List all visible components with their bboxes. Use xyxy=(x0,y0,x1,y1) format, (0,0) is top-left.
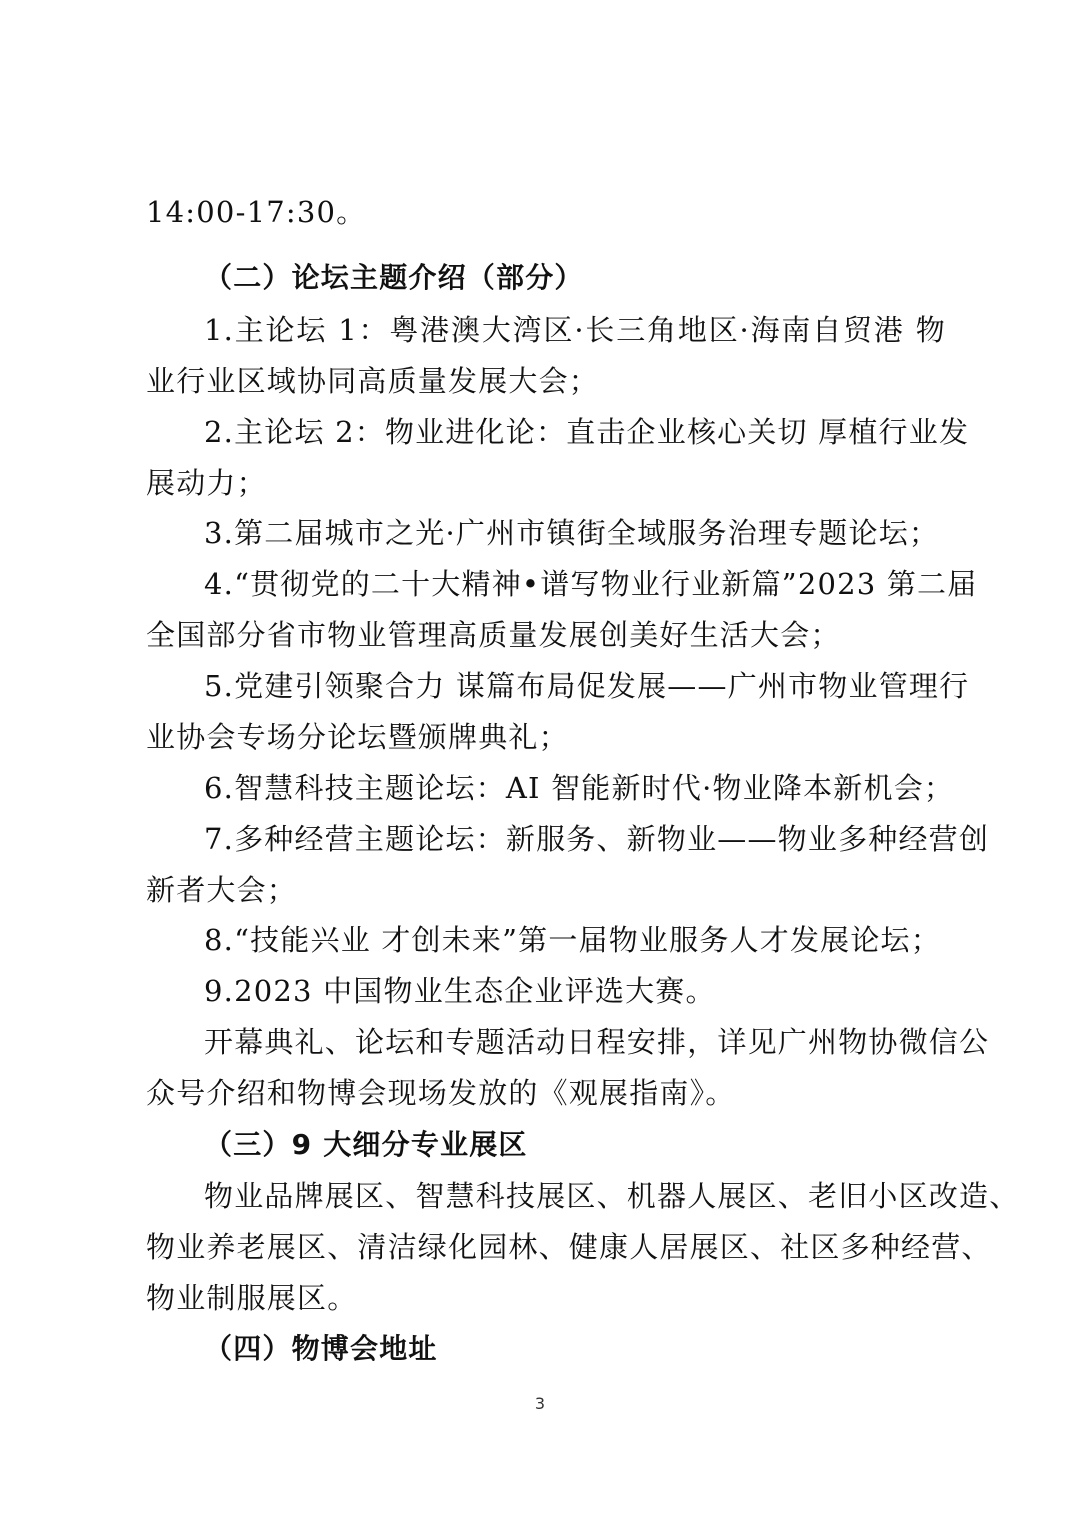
forum-item-2-line-1: 2.主论坛 2：物业进化论：直击企业核心关切 厚植行业发 xyxy=(204,415,970,449)
exhibition-zones-line-1: 物业品牌展区、智慧科技展区、机器人展区、老旧小区改造、 xyxy=(204,1179,1020,1213)
forum-item-5-line-2: 业协会专场分论坛暨颁牌典礼； xyxy=(146,720,569,754)
section-heading-expo-address: （四）物博会地址 xyxy=(204,1332,438,1365)
forum-item-4-line-2: 全国部分省市物业管理高质量发展创美好生活大会； xyxy=(146,618,841,652)
schedule-note-line-2: 众号介绍和物博会现场发放的《观展指南》。 xyxy=(146,1076,736,1110)
section-heading-exhibition-zones: （三）9 大细分专业展区 xyxy=(204,1128,528,1161)
page-number: 3 xyxy=(534,1394,546,1413)
exhibition-zones-line-2: 物业养老展区、清洁绿化园林、健康人居展区、社区多种经营、 xyxy=(146,1230,992,1264)
forum-item-9: 9.2023 中国物业生态企业评选大赛。 xyxy=(204,974,716,1008)
forum-item-6: 6.智慧科技主题论坛：AI 智能新时代·物业降本新机会； xyxy=(204,771,955,805)
forum-item-8: 8.“技能兴业 才创未来”第一届物业服务人才发展论坛； xyxy=(204,923,941,957)
time-range-text: 14:00-17:30。 xyxy=(146,195,367,229)
forum-item-1-line-1: 1.主论坛 1：粤港澳大湾区·长三角地区·海南自贸港 物 xyxy=(204,313,946,347)
forum-item-7-line-2: 新者大会； xyxy=(146,873,298,907)
section-heading-forum-topics: （二）论坛主题介绍（部分） xyxy=(204,261,584,294)
exhibition-zones-line-3: 物业制服展区。 xyxy=(146,1281,358,1315)
forum-item-2-line-2: 展动力； xyxy=(146,466,267,500)
schedule-note-line-1: 开幕典礼、论坛和专题活动日程安排，详见广州物协微信公 xyxy=(204,1025,990,1059)
forum-item-7-line-1: 7.多种经营主题论坛：新服务、新物业——物业多种经营创 xyxy=(204,822,990,856)
forum-item-3: 3.第二届城市之光·广州市镇街全域服务治理专题论坛； xyxy=(204,516,940,550)
forum-item-5-line-1: 5.党建引领聚合力 谋篇布局促发展——广州市物业管理行 xyxy=(204,669,970,703)
forum-item-4-line-1: 4.“贯彻党的二十大精神•谱写物业行业新篇”2023 第二届 xyxy=(204,567,978,601)
forum-item-1-line-2: 业行业区域协同高质量发展大会； xyxy=(146,364,600,398)
